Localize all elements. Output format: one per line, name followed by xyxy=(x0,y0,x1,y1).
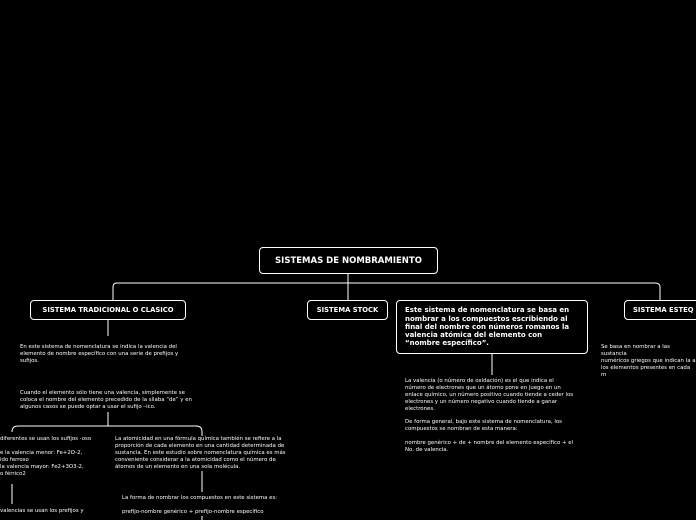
trad-single-valence-text: Cuando el elemento sólo tiene una valencia, simplemente se coloca el nombre del elemento precedido de la sílaba “de” y en algunos casos se puede optar a usar el sufijo –ico. xyxy=(20,390,192,410)
esteq-description-text: Se basa en nombrar a las sustancia numéricos griegos que indican la a los elementos presentes en cada m xyxy=(601,344,696,378)
branch-estequiometrico[interactable] xyxy=(624,300,696,320)
branch-stock[interactable] xyxy=(307,300,388,320)
branch-stock-description[interactable] xyxy=(396,300,588,354)
trad-atomicity-text: La atomicidad en una fórmula química también se refiere a la proporción de cada elemento en una cantidad determinada de sustancia. En este estudio sobre nomenclatura química es más conveniente considerar a la atomicidad como el número de átomos de un elemento en una sola molécula. xyxy=(115,436,286,470)
trad-description-text: En este sistema de nomenclatura se indica la valencia del elemento de nombre específico con una serie de prefijos y sufijos. xyxy=(20,344,179,364)
stock-valence-text: La valencia (o número de oxidación) es el que indica el número de electrones que un átomo pone en juego en un enlace químico, un número positivo cuando tiende a ceder los electrones y un número negativo cuando tiende a ganar electrones. De forma general, bajo este sistema de nomenclatura, los compuestos se nombran de esta manera: nombre genérico + de + nombre del elemento específico + el No. de valencia. xyxy=(405,378,574,454)
trad-naming-form-text: La forma de nombrar los compuestos en este sistema es: prefijo-nombre genérico + prefijo-nombre específico xyxy=(122,495,278,515)
branch-tradicional-label: SISTEMA TRADICIONAL O CLASICO xyxy=(42,306,174,314)
trad-two-valence-text: diferentes se usan los sufijos -oso e la valencia menor: Fe+2O-2, ido ferroso la valencia mayor: Fe2+3O3-2, o férrico2 xyxy=(0,436,92,477)
trad-multi-valence-text: valencias se usan los prefijos y xyxy=(0,508,84,514)
branch-estequiometrico-label: SISTEMA ESTEQ xyxy=(633,306,694,314)
root-node[interactable] xyxy=(259,247,438,274)
branch-stock-label: SISTEMA STOCK xyxy=(316,306,379,314)
branch-tradicional[interactable] xyxy=(30,300,186,320)
root-label: SISTEMAS DE NOMBRAMIENTO xyxy=(275,255,422,266)
branch-stock-description-label: Este sistema de nomenclatura se basa en nombrar a los compuestos escribiendo al final del nombre con números romanos la valencia atómica del elemento con “nombre específico”. xyxy=(405,306,570,348)
